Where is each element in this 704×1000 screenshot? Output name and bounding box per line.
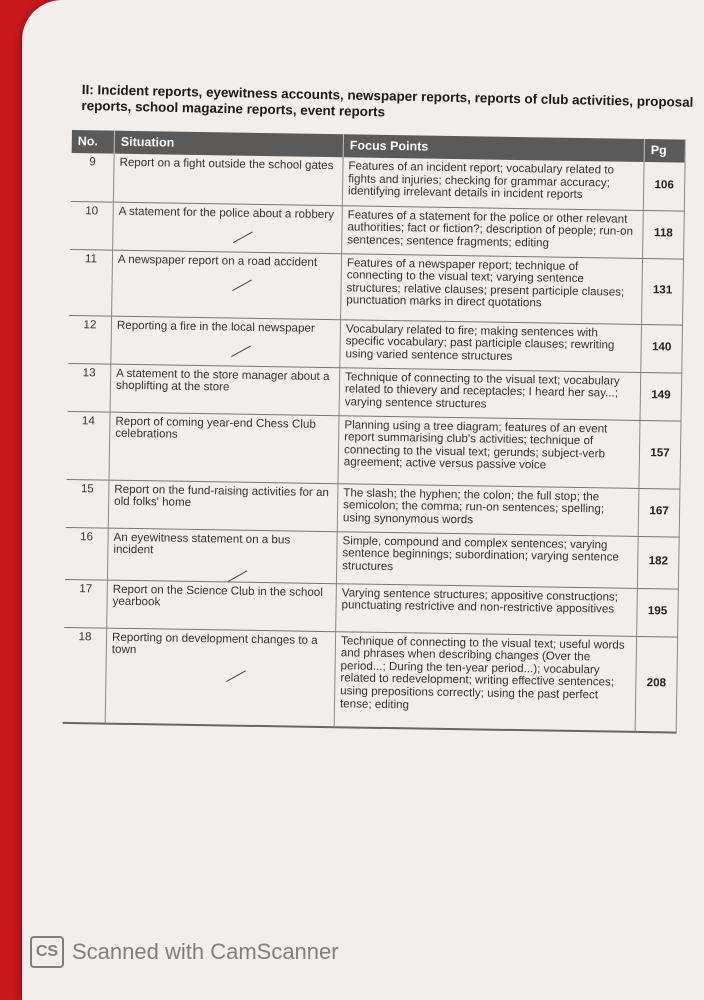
pen-tick-mark [219, 658, 246, 682]
cell-situation-text: Reporting on development changes to a town [111, 630, 318, 657]
cell-situation [107, 580, 337, 632]
cell-situation-text: Report on a fight outside the school gates [119, 155, 334, 173]
cell-page [643, 162, 685, 211]
cell-no [66, 479, 109, 528]
cell-focus [334, 631, 636, 732]
cell-page-text: 157 [650, 446, 670, 460]
cell-focus-text: Technique of connecting to the visual text; vocabulary related to thievery and receptacles; I heard her say...; varying sentence structures [344, 369, 620, 411]
cell-page [640, 372, 682, 421]
cell-no [63, 627, 107, 724]
cell-no-text: 12 [83, 317, 97, 331]
cell-page-text: 140 [651, 340, 672, 354]
cell-no [68, 315, 111, 364]
cell-focus [341, 253, 643, 324]
cell-situation [108, 480, 338, 532]
cell-situation-text: Report of coming year-end Chess Club celebrations [115, 414, 316, 441]
cell-focus [336, 531, 638, 588]
cell-situation-text: An eyewitness statement on a bus incident [113, 530, 291, 557]
header-focus: Focus Points [343, 134, 644, 162]
cell-focus [338, 415, 640, 488]
cell-page [638, 488, 680, 537]
cell-situation [107, 528, 337, 584]
cell-page-text: 182 [648, 554, 669, 568]
header-no: No. [72, 130, 115, 154]
header-pg: Pg [644, 139, 685, 163]
cell-focus-text: Vocabulary related to fire; making sentences with specific vocabulary; past participle clauses; rewriting using varied sentence structures [345, 321, 615, 363]
cell-page-text: 195 [647, 604, 668, 618]
cell-page-text: 149 [651, 388, 671, 402]
cell-no [69, 249, 113, 316]
table-row [65, 527, 679, 589]
cell-no-text: 17 [79, 581, 93, 596]
cell-no-text: 13 [82, 365, 96, 379]
cell-focus-text: The slash; the hyphen; the colon; the full stop; the semicolon; the comma; run-on sentences; spelling; using synonymous words [342, 485, 605, 527]
cell-focus-text: Technique of connecting to the visual text; useful words and phrases when describing changes (Over the period...; During the ten-year period...); vocabulary related to redevelopment; writing effective sentences; using prepositions correctly; using the past perfect tense; editing [339, 633, 625, 712]
cell-no-text: 11 [84, 251, 98, 265]
cell-page-text: 106 [654, 178, 674, 192]
table-row [69, 249, 683, 325]
cell-focus [340, 319, 642, 372]
cell-page [643, 210, 685, 259]
cell-page [639, 420, 681, 489]
cell-no-text: 15 [80, 481, 94, 495]
cell-page [635, 636, 678, 733]
header-situation: Situation [114, 131, 343, 158]
cell-page-text: 118 [653, 226, 673, 240]
cell-focus-text: Planning using a tree diagram; features of an event report summarising club's activities; technique of connecting to the visual text; gerunds; subject-verb agreement; active versus passive voice [343, 417, 608, 472]
cell-situation-text: Reporting a fire in the local newspaper [116, 318, 315, 335]
cell-situation-text: Report on the Science Club in the school yearbook [112, 582, 323, 609]
table-row [63, 627, 678, 733]
cell-focus-text: Varying sentence structures; appositive constructions; punctuating restrictive and non-restrictive appositives [341, 585, 619, 616]
cell-no [68, 363, 111, 412]
cell-page [637, 588, 679, 637]
cell-situation [111, 316, 341, 368]
cell-focus-text: Features of an incident report; vocabulary related to fights and injuries; checking for grammar accuracy; identifying irrelevant details in incident reports [347, 159, 615, 202]
cell-focus [342, 157, 644, 210]
cell-page-text: 131 [652, 283, 673, 297]
cell-focus [336, 583, 638, 636]
cell-no-text: 10 [85, 203, 99, 217]
cell-situation [112, 250, 342, 320]
camscanner-watermark [30, 936, 339, 968]
cell-focus-text: Features of a statement for the police or other relevant authorities; fact or fiction?; description of people; run-on sentences; sentence fragments; editing [347, 207, 634, 250]
watermark-text: Scanned with CamScanner [72, 939, 339, 964]
cell-page [642, 258, 684, 325]
cell-no [67, 411, 111, 480]
cell-no [71, 153, 114, 202]
section-title: II: Incident reports, eyewitness accounts, newspaper reports, reports of club activities, proposal reports, school magazine reports, event reports [81, 82, 694, 120]
cell-situation [113, 202, 343, 254]
pen-tick-mark [221, 558, 248, 582]
cell-no [64, 579, 107, 628]
cell-focus [342, 205, 644, 258]
cell-page [641, 324, 683, 373]
camscanner-logo: CS [30, 936, 64, 968]
table-row [67, 411, 681, 489]
cell-situation [109, 412, 339, 484]
cell-focus [337, 483, 639, 536]
cell-no-text: 14 [81, 413, 95, 427]
cell-focus-text: Features of a newspaper report; technique of connecting to the visual text; varying sentence structures; relative clauses; present participle clauses; punctuation marks in direct quotations [346, 255, 625, 310]
cell-page [637, 536, 679, 589]
cell-focus [339, 367, 641, 420]
cell-no-text: 9 [89, 155, 96, 169]
cell-situation [110, 364, 340, 416]
pen-tick-mark [225, 267, 252, 291]
contents-table [63, 130, 686, 734]
cell-no-text: 18 [78, 629, 92, 644]
cell-situation [113, 154, 343, 206]
cell-situation-text: A statement to the store manager about a shoplifting at the store [115, 366, 330, 394]
pen-tick-mark [226, 219, 253, 243]
cell-page-text: 167 [649, 504, 669, 518]
cell-situation [105, 628, 335, 728]
cell-focus-text: Simple, compound and complex sentences; varying sentence beginnings; subordination; varying sentence structures [342, 533, 619, 573]
pen-tick-mark [224, 333, 251, 357]
cell-page-text: 208 [646, 676, 667, 690]
cell-no [70, 201, 113, 250]
cell-situation-text: A statement for the police about a robbery [118, 204, 335, 221]
cell-no-text: 16 [80, 529, 94, 543]
cell-situation-text: A newspaper report on a road accident [117, 252, 318, 269]
cell-no [65, 527, 108, 580]
cell-situation-text: Report on the fund-raising activities for an old folks' home [114, 482, 330, 510]
